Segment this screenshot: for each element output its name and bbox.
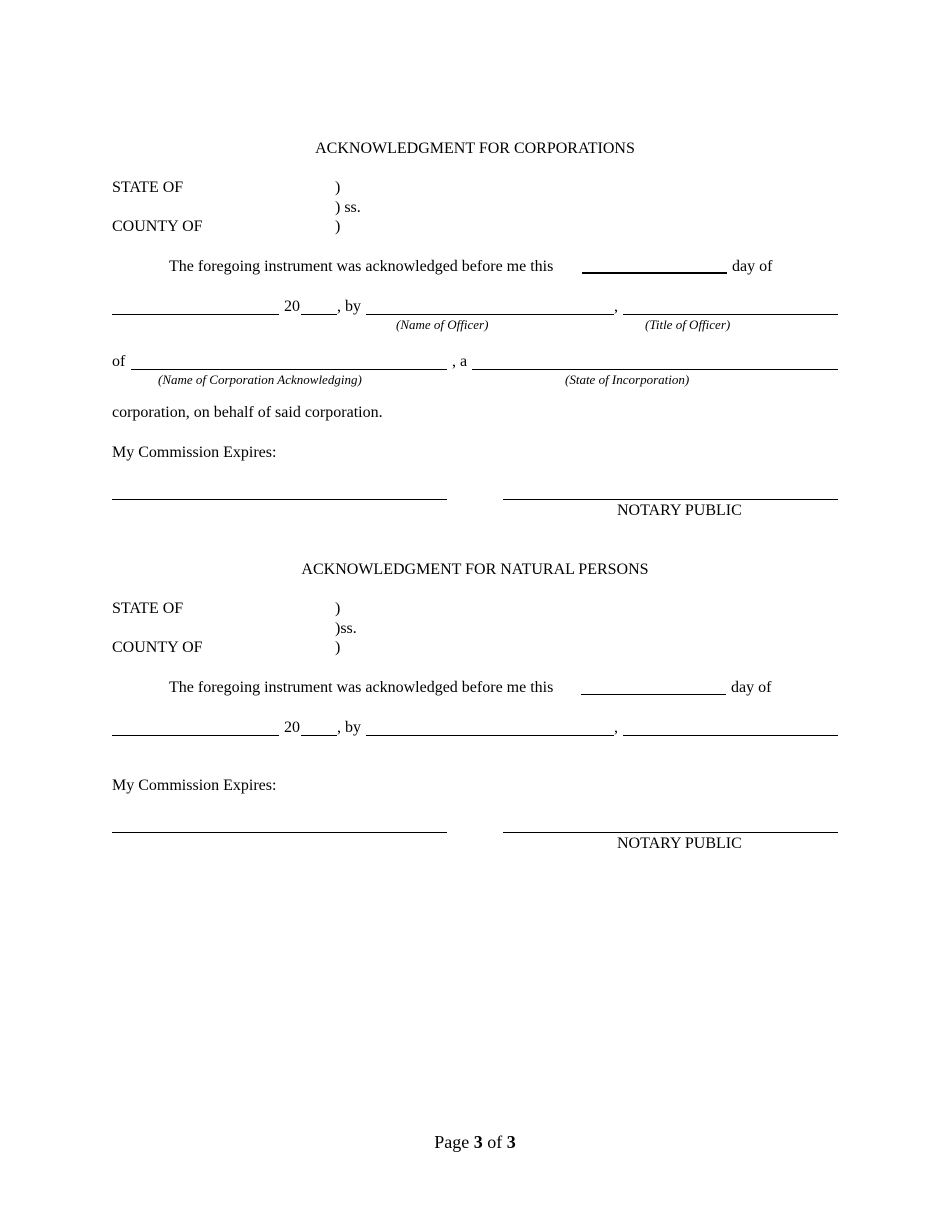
np-state-label: STATE OF <box>112 600 184 617</box>
np-notary-label: NOTARY PUBLIC <box>617 835 742 852</box>
natural-persons-title: ACKNOWLEDGMENT FOR NATURAL PERSONS <box>301 561 649 578</box>
corp-paren-bottom: ) <box>335 218 341 235</box>
corp-officer-title-blank[interactable] <box>623 314 838 315</box>
corp-of-word: of <box>112 353 126 370</box>
caption-corporation-name: (Name of Corporation Acknowledging) <box>158 372 362 387</box>
corp-year-prefix: 20 <box>284 298 300 315</box>
corp-comma: , <box>614 298 618 315</box>
corp-by-word: , by <box>337 298 361 315</box>
np-comma: , <box>614 719 618 736</box>
page-current: 3 <box>473 1132 483 1152</box>
np-county-label: COUNTY OF <box>112 639 203 656</box>
page-total: 3 <box>506 1132 516 1152</box>
corp-state-incorporation-blank[interactable] <box>472 369 838 370</box>
corp-behalf-text: corporation, on behalf of said corporation. <box>112 404 383 421</box>
corp-corporation-name-blank[interactable] <box>131 369 447 370</box>
corp-paren-top: ) <box>335 179 341 196</box>
np-paren-bottom: ) <box>335 639 341 656</box>
corp-day-blank[interactable] <box>582 272 727 274</box>
np-ss: )ss. <box>335 620 357 637</box>
corp-state-label: STATE OF <box>112 179 184 196</box>
np-year-prefix: 20 <box>284 719 300 736</box>
page-of-word: of <box>487 1132 503 1152</box>
np-notary-signature-line[interactable] <box>503 832 838 833</box>
caption-state-incorporation: (State of Incorporation) <box>565 372 690 387</box>
corp-year-blank[interactable] <box>301 314 337 315</box>
np-month-blank[interactable] <box>112 735 279 736</box>
corp-a-word: , a <box>452 353 468 370</box>
np-commission-expiry-line[interactable] <box>112 832 447 833</box>
corp-day-of: day of <box>732 258 773 275</box>
caption-officer-name: (Name of Officer) <box>396 317 489 332</box>
np-second-blank[interactable] <box>623 735 838 736</box>
np-day-of: day of <box>731 679 772 696</box>
corp-ss: ) ss. <box>335 199 361 216</box>
np-year-blank[interactable] <box>301 735 337 736</box>
np-paren-top: ) <box>335 600 341 617</box>
np-day-blank[interactable] <box>581 694 726 695</box>
corp-sentence-start: The foregoing instrument was acknowledged before me this <box>169 258 554 275</box>
corp-notary-signature-line[interactable] <box>503 499 838 500</box>
np-person-name-blank[interactable] <box>366 735 614 736</box>
page-word: Page <box>434 1132 470 1152</box>
np-commission-label: My Commission Expires: <box>112 777 277 794</box>
corp-commission-label: My Commission Expires: <box>112 444 277 461</box>
corp-officer-name-blank[interactable] <box>366 314 614 315</box>
np-sentence-start: The foregoing instrument was acknowledged before me this <box>169 679 554 696</box>
caption-officer-title: (Title of Officer) <box>645 317 731 332</box>
corporations-title: ACKNOWLEDGMENT FOR CORPORATIONS <box>315 140 635 157</box>
corp-county-label: COUNTY OF <box>112 218 203 235</box>
corp-notary-label: NOTARY PUBLIC <box>617 502 742 519</box>
np-by-word: , by <box>337 719 361 736</box>
page-number <box>0 1133 950 1151</box>
corp-month-blank[interactable] <box>112 314 279 315</box>
corp-commission-expiry-line[interactable] <box>112 499 447 500</box>
